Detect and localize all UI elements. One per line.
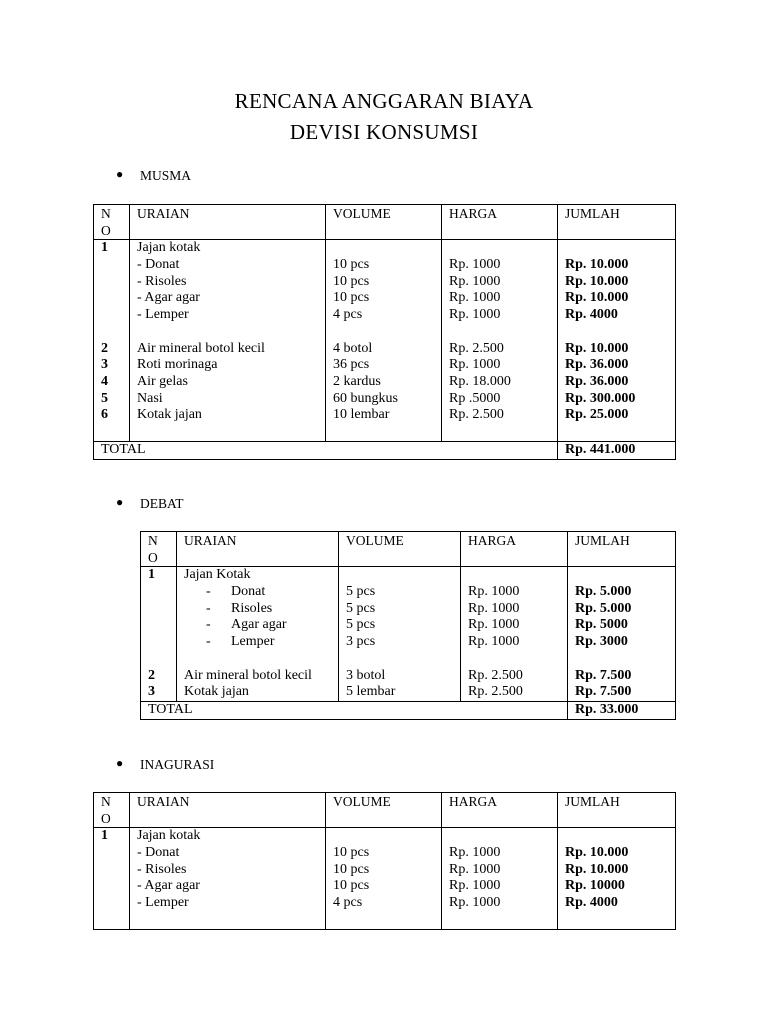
blank-line (565, 324, 675, 341)
uraian-item: Air mineral botol kecil (184, 667, 312, 683)
no-item: 3 (101, 357, 108, 373)
col-header-no: N O (141, 532, 177, 567)
debat-budget-table (140, 531, 676, 720)
blank-line (101, 895, 129, 912)
volume-item: 3 pcs (346, 634, 376, 650)
blank-line (101, 307, 129, 324)
blank-line (333, 828, 441, 845)
uraian-item: - Risoles (137, 861, 187, 877)
no-item: 1 (148, 567, 155, 583)
no-item: 2 (148, 667, 155, 683)
item-label: Donat (231, 584, 266, 600)
volume-item: 5 pcs (346, 600, 376, 616)
volume-item: 10 pcs (333, 257, 370, 273)
musma-budget-table (93, 204, 676, 460)
jumlah-item: Rp. 10.000 (565, 861, 629, 877)
uraian-item: - Agar agar (137, 878, 200, 894)
harga-item: Rp. 2.500 (449, 407, 504, 423)
harga-item: Rp .5000 (449, 390, 501, 406)
jumlah-item: Rp. 36.000 (565, 373, 629, 389)
total-value: Rp. 441.000 (558, 441, 676, 459)
volume-item: 10 pcs (333, 878, 370, 894)
harga-item: Rp. 1000 (449, 845, 501, 861)
blank-line (333, 324, 441, 341)
jumlah-item: Rp. 4000 (565, 307, 618, 323)
jumlah-item: Rp. 10.000 (565, 273, 629, 289)
blank-line (148, 601, 176, 618)
jumlah-item: Rp. 5000 (575, 617, 628, 633)
harga-item: Rp. 1000 (449, 895, 501, 911)
uraian-item (184, 601, 338, 618)
harga-item: Rp. 18.000 (449, 373, 511, 389)
col-header-uraian: URAIAN (130, 205, 326, 240)
uraian-item: Air gelas (137, 373, 188, 389)
col-header-harga: HARGA (442, 205, 558, 240)
dash-marker: - (206, 600, 211, 616)
blank-line (346, 651, 460, 668)
no-item: 2 (101, 340, 108, 356)
harga-item: Rp. 1000 (449, 878, 501, 894)
col-header-volume: VOLUME (339, 532, 461, 567)
col-volume-cell (326, 828, 442, 929)
col-uraian-cell (130, 240, 326, 442)
jumlah-item: Rp. 3000 (575, 634, 628, 650)
volume-item: 4 pcs (333, 895, 363, 911)
uraian-item: - Donat (137, 257, 180, 273)
blank-line (148, 634, 176, 651)
col-volume-cell (339, 567, 461, 702)
col-jumlah-cell (568, 567, 676, 702)
item-label: Agar agar (231, 617, 287, 633)
uraian-item: Jajan kotak (137, 240, 201, 256)
harga-item: Rp. 1000 (468, 617, 520, 633)
total-label: TOTAL (141, 701, 568, 719)
item-label: Risoles (231, 600, 273, 616)
col-no-cell (141, 567, 177, 702)
jumlah-item: Rp. 25.000 (565, 407, 629, 423)
harga-item: Rp. 1000 (468, 600, 520, 616)
table-body-row (141, 567, 676, 702)
volume-item: 4 botol (333, 340, 373, 356)
jumlah-item: Rp. 5.000 (575, 600, 632, 616)
uraian-item (184, 584, 338, 601)
bullet-icon: ● (116, 495, 124, 509)
blank-line (137, 324, 325, 341)
jumlah-item: Rp. 10000 (565, 878, 625, 894)
blank-line (565, 828, 675, 845)
col-harga-cell (442, 828, 558, 929)
uraian-item: - Donat (137, 845, 180, 861)
uraian-item (184, 634, 338, 651)
blank-line (449, 828, 557, 845)
blank-line (101, 845, 129, 862)
uraian-item: Roti morinaga (137, 357, 218, 373)
uraian-item: - Lemper (137, 895, 189, 911)
blank-line (449, 240, 557, 257)
total-label: TOTAL (94, 441, 558, 459)
blank-line (575, 651, 675, 668)
col-uraian-cell (130, 828, 326, 929)
blank-line (101, 290, 129, 307)
volume-item: 3 botol (346, 667, 386, 683)
harga-item: Rp. 1000 (449, 290, 501, 306)
bullet-icon: ● (116, 167, 124, 181)
no-item: 1 (101, 828, 108, 844)
volume-item: 5 pcs (346, 617, 376, 633)
blank-line (184, 651, 338, 668)
no-item: 1 (101, 240, 108, 256)
col-uraian-cell (177, 567, 339, 702)
jumlah-item: Rp. 300.000 (565, 390, 636, 406)
harga-item: Rp. 1000 (449, 357, 501, 373)
jumlah-item: Rp. 5.000 (575, 584, 632, 600)
volume-item: 60 bungkus (333, 390, 398, 406)
harga-item: Rp. 1000 (449, 861, 501, 877)
document-title-line-1: RENCANA ANGGARAN BIAYA (234, 89, 534, 113)
col-header-harga: HARGA (442, 793, 558, 828)
blank-line (148, 584, 176, 601)
col-header-jumlah: JUMLAH (568, 532, 676, 567)
inagurasi-budget-table (93, 792, 676, 930)
uraian-item: - Lemper (137, 307, 189, 323)
col-harga-cell (461, 567, 568, 702)
col-header-jumlah: JUMLAH (558, 793, 676, 828)
blank-line (575, 567, 675, 584)
no-item: 4 (101, 373, 108, 389)
blank-line (101, 862, 129, 879)
blank-line (468, 651, 567, 668)
volume-item: 36 pcs (333, 357, 370, 373)
col-no-cell (94, 240, 130, 442)
uraian-item: Kotak jajan (137, 407, 202, 423)
dash-marker: - (206, 634, 211, 650)
table-header-row (141, 532, 676, 567)
col-header-uraian: URAIAN (177, 532, 339, 567)
col-harga-cell (442, 240, 558, 442)
dash-marker: - (206, 617, 211, 633)
blank-line (333, 240, 441, 257)
volume-item: 5 lembar (346, 684, 396, 700)
uraian-item: Air mineral botol kecil (137, 340, 265, 356)
harga-item: Rp. 2.500 (449, 340, 504, 356)
col-no-cell (94, 828, 130, 929)
table-body-row (94, 828, 676, 929)
jumlah-item: Rp. 7.500 (575, 667, 632, 683)
jumlah-item: Rp. 36.000 (565, 357, 629, 373)
uraian-item: Nasi (137, 390, 163, 406)
blank-line (346, 567, 460, 584)
volume-item: 10 pcs (333, 273, 370, 289)
jumlah-item: Rp. 10.000 (565, 290, 629, 306)
table-total-row (94, 441, 676, 459)
table-header-row (94, 205, 676, 240)
blank-line (565, 240, 675, 257)
uraian-item: Jajan Kotak (184, 567, 251, 583)
col-header-uraian: URAIAN (130, 793, 326, 828)
total-value: Rp. 33.000 (568, 701, 676, 719)
harga-item: Rp. 2.500 (468, 667, 523, 683)
harga-item: Rp. 2.500 (468, 684, 523, 700)
volume-item: 2 kardus (333, 373, 381, 389)
col-header-no: N O (94, 793, 130, 828)
blank-line (101, 324, 129, 341)
harga-item: Rp. 1000 (449, 307, 501, 323)
bullet-icon: ● (116, 756, 124, 770)
volume-item: 10 pcs (333, 290, 370, 306)
table-total-row (141, 701, 676, 719)
uraian-item: Kotak jajan (184, 684, 249, 700)
col-header-volume: VOLUME (326, 793, 442, 828)
no-item: 5 (101, 390, 108, 406)
col-jumlah-cell (558, 828, 676, 929)
blank-line (148, 617, 176, 634)
col-jumlah-cell (558, 240, 676, 442)
jumlah-item: Rp. 7.500 (575, 684, 632, 700)
volume-item: 10 pcs (333, 861, 370, 877)
jumlah-item: Rp. 10.000 (565, 340, 629, 356)
harga-item: Rp. 1000 (468, 634, 520, 650)
harga-item: Rp. 1000 (449, 257, 501, 273)
volume-item: 10 lembar (333, 407, 390, 423)
col-header-volume: VOLUME (326, 205, 442, 240)
col-header-harga: HARGA (461, 532, 568, 567)
blank-line (101, 274, 129, 291)
harga-item: Rp. 1000 (468, 584, 520, 600)
no-item: 6 (101, 407, 108, 423)
document-title-line-2: DEVISI KONSUMSI (289, 120, 479, 144)
uraian-item (184, 617, 338, 634)
volume-item: 5 pcs (346, 584, 376, 600)
dash-marker: - (206, 584, 211, 600)
jumlah-item: Rp. 10.000 (565, 845, 629, 861)
blank-line (101, 878, 129, 895)
item-label: Lemper (231, 634, 275, 650)
uraian-item: Jajan kotak (137, 828, 201, 844)
jumlah-item: Rp. 4000 (565, 895, 618, 911)
blank-line (148, 651, 176, 668)
harga-item: Rp. 1000 (449, 273, 501, 289)
volume-item: 10 pcs (333, 845, 370, 861)
blank-line (468, 567, 567, 584)
col-volume-cell (326, 240, 442, 442)
blank-line (449, 324, 557, 341)
table-header-row (94, 793, 676, 828)
table-body-row (94, 240, 676, 442)
uraian-item: - Agar agar (137, 290, 200, 306)
blank-line (101, 257, 129, 274)
uraian-item: - Risoles (137, 273, 187, 289)
col-header-no: N O (94, 205, 130, 240)
no-item: 3 (148, 684, 155, 700)
jumlah-item: Rp. 10.000 (565, 257, 629, 273)
col-header-jumlah: JUMLAH (558, 205, 676, 240)
volume-item: 4 pcs (333, 307, 363, 323)
